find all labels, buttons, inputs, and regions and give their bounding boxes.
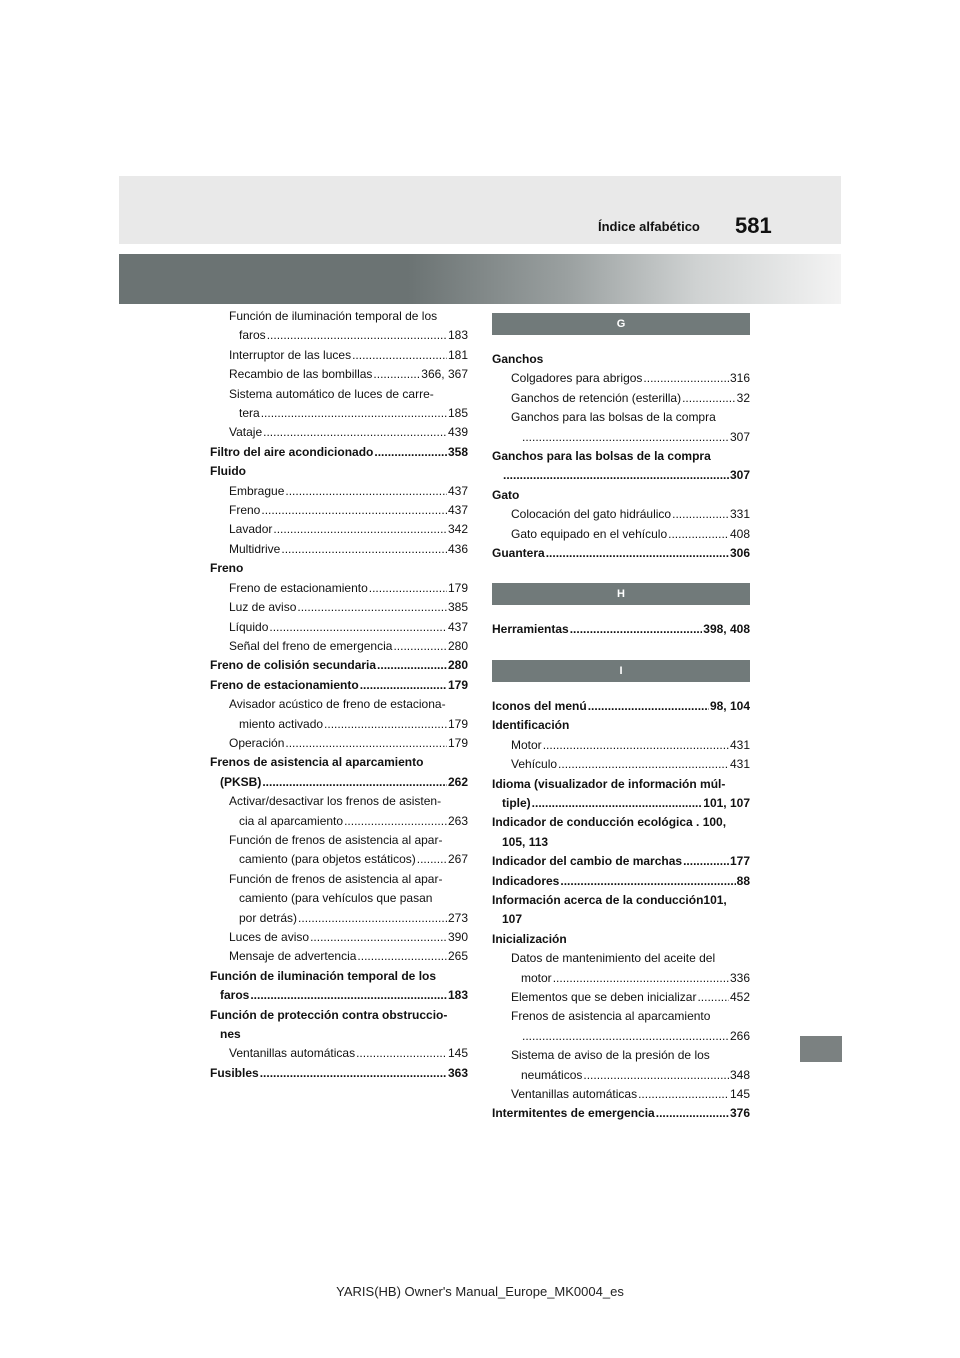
entry-page[interactable]: 307 — [729, 468, 750, 483]
letter-band-i: I — [492, 660, 750, 682]
index-entry — [492, 1046, 750, 1065]
entry-text: Ventanillas automáticas — [229, 1046, 356, 1061]
index-entry — [210, 986, 468, 1005]
dot-leader — [298, 909, 447, 928]
entry-text: camiento (para vehículos que pasan — [239, 891, 433, 906]
dot-leader — [261, 501, 447, 520]
index-entry — [210, 850, 468, 869]
entry-text: neumáticos — [521, 1067, 583, 1082]
entry-text: Datos de mantenimiento del aceite del — [511, 951, 716, 966]
entry-page[interactable]: 316 — [729, 371, 750, 386]
index-entry — [492, 505, 750, 524]
index-entry — [210, 773, 468, 792]
entry-text: Ganchos — [492, 352, 544, 366]
index-entry — [210, 618, 468, 637]
entry-text: Ganchos de retención (esterilla) — [511, 390, 682, 405]
index-entry — [492, 389, 750, 408]
entry-text: Identificación — [492, 718, 570, 733]
index-entry — [492, 428, 750, 447]
entry-page[interactable]: 98, 104 — [709, 698, 750, 713]
entry-text: Frenos de asistencia al aparcamiento — [511, 1009, 711, 1024]
entry-text: Ventanillas automáticas — [511, 1087, 638, 1101]
index-entry — [210, 443, 468, 462]
index-entry — [492, 447, 750, 466]
entry-text: (PKSB) — [220, 774, 262, 789]
dot-leader — [263, 423, 447, 442]
entry-text: Líquido — [229, 619, 269, 634]
index-entry — [492, 813, 750, 832]
entry-text: Sistema automático de luces de carre- — [229, 386, 434, 401]
entry-text: camiento (para objetos estáticos) — [239, 852, 416, 867]
entry-text: tera — [239, 406, 260, 421]
entry-text: Frenos de asistencia al aparcamiento — [210, 755, 424, 770]
entry-text: Avisador acústico de freno de estaciona- — [229, 697, 446, 712]
index-entry — [492, 1085, 750, 1104]
entry-page[interactable]: 280 — [447, 638, 468, 653]
footer-text: YARIS(HB) Owner's Manual_Europe_MK0004_es — [336, 1284, 624, 1299]
entry-text: Guantera — [492, 546, 545, 561]
entry-text: Función de protección contra obstruccio- — [210, 1007, 448, 1022]
dot-leader — [285, 734, 447, 753]
dot-leader — [546, 544, 729, 563]
dot-leader — [344, 812, 447, 831]
entry-text: Colgadores para abrigos — [511, 371, 643, 386]
entry-text: Vataje — [229, 425, 263, 440]
dot-leader — [297, 598, 447, 617]
dot-leader — [250, 986, 447, 1005]
entry-text: Motor — [511, 737, 542, 752]
entry-page[interactable]: 366, 367 — [421, 367, 468, 382]
entry-text: Función de frenos de asistencia al apar- — [229, 871, 443, 886]
dot-leader — [285, 482, 447, 501]
dot-leader — [357, 947, 447, 966]
index-entry — [210, 598, 468, 617]
dot-leader — [583, 1066, 729, 1085]
entry-page[interactable]: 439 — [447, 425, 468, 440]
entry-text: Freno de estacionamiento — [229, 580, 368, 595]
entry-page[interactable]: 436 — [447, 541, 468, 556]
entry-page[interactable]: 179 — [447, 735, 468, 750]
entry-page[interactable]: 179 — [447, 580, 468, 595]
dot-leader — [261, 404, 447, 423]
dot-leader — [672, 505, 729, 524]
index-entry — [492, 486, 750, 505]
dot-leader — [377, 656, 447, 675]
index-entry — [492, 775, 750, 794]
entry-text: Función de iluminación temporal de los — [210, 968, 437, 983]
index-entry — [210, 559, 468, 578]
entry-text: Elementos que se deben inicializar — [511, 989, 697, 1004]
index-entry — [210, 404, 468, 423]
dot-leader — [588, 697, 709, 716]
dot-leader — [281, 540, 447, 559]
dot-leader — [532, 794, 703, 813]
index-entry — [492, 525, 750, 544]
entry-text: Información acerca de la conducción101, — [492, 892, 727, 907]
index-entry — [210, 831, 468, 850]
entry-text: Iconos del menú — [492, 698, 587, 713]
entry-page[interactable]: 385 — [447, 600, 468, 615]
dot-leader — [503, 466, 729, 485]
index-entry — [492, 891, 750, 910]
index-entry — [210, 1044, 468, 1063]
section-thumb-tab[interactable] — [800, 1036, 842, 1062]
index-entry — [210, 307, 468, 326]
entry-page[interactable]: 181 — [447, 347, 468, 362]
entry-text: Luz de aviso — [229, 600, 297, 615]
index-entry — [492, 620, 750, 639]
index-entry — [492, 408, 750, 427]
entry-page[interactable]: 348 — [729, 1067, 750, 1082]
entry-page[interactable]: 262 — [447, 774, 468, 789]
dot-leader — [260, 1064, 447, 1083]
entry-page[interactable]: 437 — [447, 503, 468, 518]
entry-text: Multidrive — [229, 541, 281, 556]
entry-text: Inicialización — [492, 931, 567, 946]
index-entry — [210, 637, 468, 656]
index-entry — [210, 540, 468, 559]
index-entry — [210, 423, 468, 442]
entry-text: Freno — [210, 561, 244, 576]
dot-leader — [638, 1085, 729, 1104]
entry-page[interactable]: 307 — [729, 429, 750, 444]
index-entry — [492, 852, 750, 871]
entry-text: por detrás) — [239, 910, 298, 925]
index-entry — [492, 794, 750, 813]
section-spacer — [492, 335, 750, 350]
entry-page[interactable]: 398, 408 — [703, 622, 750, 637]
entry-text: Vehículo — [511, 757, 558, 772]
section-gap — [492, 563, 750, 583]
entry-text: Indicador del cambio de marchas — [492, 854, 683, 869]
entry-text: nes — [220, 1027, 241, 1042]
index-entry — [210, 889, 468, 908]
index-entry — [210, 326, 468, 345]
entry-text: Interruptor de las luces — [229, 347, 352, 362]
entry-page[interactable]: 266 — [729, 1028, 750, 1043]
entry-text: Intermitentes de emergencia — [492, 1106, 655, 1121]
index-entry — [210, 579, 468, 598]
entry-text: Ganchos para las bolsas de la compra — [511, 410, 716, 425]
entry-page[interactable]: 331 — [729, 507, 750, 522]
entry-page[interactable]: 280 — [447, 658, 468, 673]
dot-leader — [374, 443, 447, 462]
dot-leader — [683, 852, 729, 871]
entry-page[interactable]: 336 — [729, 970, 750, 985]
section-spacer — [492, 605, 750, 620]
index-entry — [492, 466, 750, 485]
header-gradient-bar — [119, 254, 841, 304]
index-entry — [210, 1025, 468, 1044]
entry-text: Ganchos para las bolsas de la compra — [492, 449, 711, 464]
entry-text: miento activado — [239, 716, 324, 731]
entry-text: motor — [521, 970, 552, 985]
entry-text: 105, 113 — [502, 834, 549, 849]
index-entry — [492, 369, 750, 388]
entry-text: Indicador de conducción ecológica . 100, — [492, 815, 727, 830]
entry-page[interactable]: 431 — [729, 737, 750, 752]
index-entry — [210, 520, 468, 539]
index-entry — [210, 695, 468, 714]
dot-leader — [356, 1044, 447, 1063]
index-entry — [492, 910, 750, 929]
entry-text: cia al aparcamiento — [239, 813, 344, 828]
entry-text: Herramientas — [492, 622, 569, 637]
entry-text: Colocación del gato hidráulico — [511, 507, 672, 522]
section-gap — [492, 640, 750, 660]
index-entry — [492, 544, 750, 563]
index-entry — [210, 1064, 468, 1083]
dot-leader — [352, 346, 447, 365]
entry-text: Gato — [492, 487, 520, 502]
entry-page[interactable]: 263 — [447, 813, 468, 828]
index-entry — [210, 812, 468, 831]
index-entry — [492, 716, 750, 735]
index-entry — [210, 501, 468, 520]
index-entry — [210, 909, 468, 928]
entry-page[interactable]: 177 — [729, 854, 750, 869]
index-entry — [492, 350, 750, 369]
entry-text: Gato equipado en el vehículo — [511, 526, 668, 541]
entry-page[interactable]: 265 — [447, 949, 468, 964]
entry-text: faros — [220, 988, 250, 1003]
index-entry — [210, 928, 468, 947]
entry-text: Freno de estacionamiento — [210, 677, 359, 692]
dot-leader — [697, 988, 729, 1007]
dot-leader — [273, 520, 447, 539]
entry-page[interactable]: 145 — [729, 1087, 750, 1101]
dot-leader — [373, 365, 420, 384]
letter-band-h: H — [492, 583, 750, 605]
dot-leader — [360, 676, 447, 695]
entry-text: Fluido — [210, 464, 246, 479]
entry-page[interactable]: 273 — [447, 910, 468, 925]
entry-page[interactable]: 437 — [447, 483, 468, 498]
entry-text: Operación — [229, 735, 285, 750]
entry-text: Fusibles — [210, 1065, 259, 1080]
index-entry — [210, 385, 468, 404]
entry-text: Luces de aviso — [229, 930, 310, 944]
index-entry — [492, 697, 750, 716]
dot-leader — [369, 579, 447, 598]
entry-page[interactable]: 179 — [447, 677, 468, 692]
index-entry — [210, 676, 468, 695]
header-band — [119, 176, 841, 244]
entry-text: faros — [239, 328, 266, 343]
dot-leader — [417, 850, 447, 869]
index-entry — [210, 792, 468, 811]
entry-page[interactable]: 431 — [729, 757, 750, 772]
entry-text: Señal del freno de emergencia — [229, 638, 393, 653]
entry-text: 107 — [502, 912, 523, 927]
entry-page[interactable]: 267 — [447, 852, 468, 867]
section-spacer — [492, 682, 750, 697]
index-entry — [492, 1104, 750, 1123]
entry-text: Lavador — [229, 522, 273, 537]
index-entry — [210, 870, 468, 889]
dot-leader — [393, 637, 447, 656]
entry-text: Activar/desactivar los frenos de asisten- — [229, 794, 442, 809]
entry-text: Idioma (visualizador de información múl- — [492, 776, 726, 791]
entry-page[interactable]: 88 — [736, 873, 750, 888]
dot-leader — [682, 389, 736, 408]
index-entry — [492, 872, 750, 891]
entry-text: Sistema de aviso de la presión de los — [511, 1048, 710, 1063]
dot-leader — [543, 736, 729, 755]
entry-page[interactable]: 363 — [447, 1065, 468, 1080]
dot-leader — [553, 969, 729, 988]
entry-page[interactable]: 342 — [447, 522, 468, 537]
index-entry — [492, 1066, 750, 1085]
section-title: Índice alfabético — [598, 219, 700, 234]
index-entry — [492, 949, 750, 968]
entry-page[interactable]: 376 — [729, 1106, 750, 1121]
entry-text: Función de iluminación temporal de los — [229, 309, 438, 323]
dot-leader — [522, 1027, 729, 1046]
entry-text: Recambio de las bombillas — [229, 367, 373, 382]
dot-leader — [558, 755, 729, 774]
entry-page[interactable]: 145 — [447, 1046, 468, 1061]
index-entry — [492, 1027, 750, 1046]
entry-page[interactable]: 185 — [447, 406, 468, 421]
entry-page[interactable]: 390 — [447, 930, 468, 944]
entry-page[interactable]: 101, 107 — [703, 795, 750, 810]
dot-leader — [324, 715, 447, 734]
index-entry — [210, 715, 468, 734]
index-entry — [210, 753, 468, 772]
letter-band-g: G — [492, 313, 750, 335]
index-entry — [492, 988, 750, 1007]
entry-text: Freno de colisión secundaria — [210, 658, 377, 673]
dot-leader — [560, 872, 735, 891]
entry-page[interactable]: 306 — [729, 546, 750, 561]
dot-leader — [656, 1104, 729, 1123]
entry-text: Freno — [229, 503, 261, 518]
dot-leader — [668, 525, 729, 544]
entry-page[interactable]: 358 — [447, 444, 468, 459]
index-entry — [210, 734, 468, 753]
index-entry — [210, 482, 468, 501]
page-number: 581 — [735, 213, 772, 238]
entry-page[interactable]: 32 — [736, 390, 750, 405]
index-entry — [492, 930, 750, 949]
dot-leader — [643, 369, 729, 388]
index-column-left — [210, 307, 468, 1083]
index-column-right — [492, 313, 750, 1124]
entry-page[interactable]: 452 — [729, 989, 750, 1004]
entry-text: Función de frenos de asistencia al apar- — [229, 832, 443, 847]
index-entry — [492, 833, 750, 852]
index-entry — [210, 947, 468, 966]
entry-text: Mensaje de advertencia — [229, 949, 357, 964]
dot-leader — [522, 428, 729, 447]
dot-leader — [267, 326, 447, 345]
entry-text: Embrague — [229, 483, 285, 498]
entry-page[interactable]: 179 — [447, 716, 468, 731]
index-entry — [492, 1007, 750, 1026]
index-entry — [210, 656, 468, 675]
entry-page[interactable]: 437 — [447, 619, 468, 634]
dot-leader — [310, 928, 447, 947]
entry-page[interactable]: 183 — [447, 328, 468, 343]
index-entry — [492, 755, 750, 774]
entry-text: Indicadores — [492, 873, 560, 888]
index-entry — [492, 736, 750, 755]
index-entry — [210, 462, 468, 481]
dot-leader — [269, 618, 447, 637]
index-entry — [210, 346, 468, 365]
index-entry — [210, 365, 468, 384]
dot-leader — [570, 620, 703, 639]
index-entry — [210, 1006, 468, 1025]
entry-page[interactable]: 183 — [447, 988, 468, 1003]
index-entry — [492, 969, 750, 988]
dot-leader — [262, 773, 447, 792]
entry-text: Filtro del aire acondicionado — [210, 444, 374, 459]
entry-text: tiple) — [502, 795, 531, 810]
entry-page[interactable]: 408 — [729, 526, 750, 541]
index-entry — [210, 967, 468, 986]
